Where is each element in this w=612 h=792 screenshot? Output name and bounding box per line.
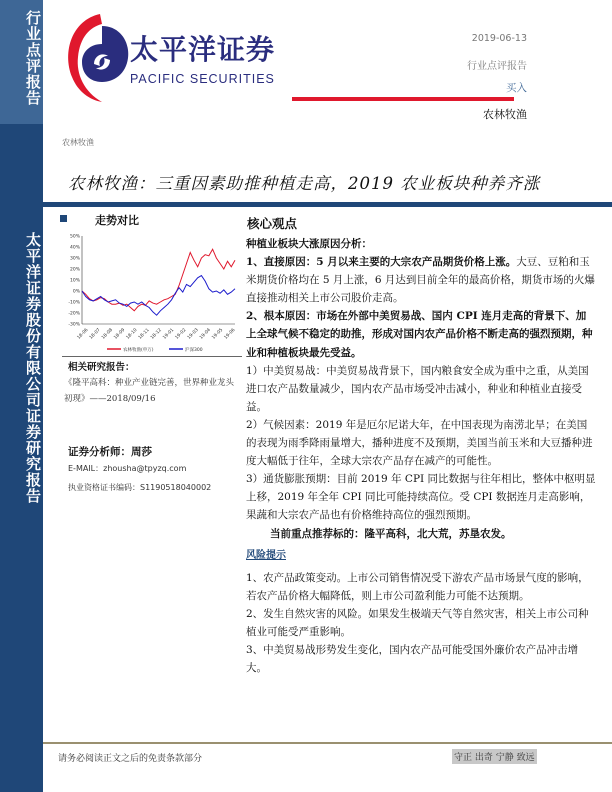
y-tick-label: 40% [69, 245, 80, 251]
x-tick-label: 18-07 [88, 327, 102, 341]
y-tick-label: -30% [68, 322, 80, 328]
y-tick-label: 10% [69, 278, 80, 284]
x-tick-label: 19-04 [199, 327, 212, 341]
paragraph-inflation: 3）通货膨胀预期：目前 2019 年 CPI 同比数据与往年相比，整体中枢明显上移，2019 年全年 CPI 同比可能持续高位。受 CPI 数据连月走高影响，果蔬和大宗农产品也有价格维持高位的强烈预期。 [246, 473, 596, 522]
y-tick-label: 20% [69, 267, 80, 273]
direct-cause-text: 大豆、豆粕和玉米期货价格均在 5 月上涨，6 月达到目前全年的最高价格，期货市场的火爆直接推动相关上市公司股价走高。 [246, 256, 595, 305]
related-heading: 相关研究报告： [68, 362, 135, 373]
logo-text-cn: 太平洋证券 [130, 33, 276, 66]
risk-item-3: 3、中美贸易战形势发生变化，国内农产品可能受国外廉价农产品冲击增大。 [246, 644, 579, 675]
paragraph-direct-cause [246, 253, 596, 307]
footer-disclaimer: 请务必阅读正文之后的免责条款部分 [58, 754, 203, 764]
analyst-heading: 证券分析师：周莎 [68, 446, 152, 458]
x-tick-label: 19-02 [174, 327, 188, 341]
report-type: 行业点评报告 [467, 61, 527, 72]
breadcrumb: 农林牧渔 [62, 138, 94, 147]
direct-cause-lead: 1、直接原因：5 月以来主要的大宗农产品期货价格上涨。 [246, 256, 517, 269]
paragraph-root-cause: 2、根本原因：市场在外部中美贸易战、国内 CPI 连月走高的背景下、加上全球气候不稳定的助推，形成对国内农产品价格不断走高的强烈预期，种业和种植板块最先受益。 [246, 310, 593, 359]
chart-heading: 走势对比 [95, 214, 139, 227]
analyst-email[interactable]: E-MAIL：zhousha@tpyzq.com [68, 464, 187, 473]
logo-text-en: PACIFIC SECURITIES [130, 72, 275, 86]
footer-motto: 守正 出奇 宁静 致远 [452, 749, 537, 764]
x-tick-label: 18-10 [125, 327, 139, 341]
core-view-heading: 核心观点 [247, 216, 298, 231]
x-tick-label: 19-03 [186, 327, 200, 341]
paragraph-climate: 2）气候因素：2019 年是厄尔尼诺大年，在中国表现为南涝北旱；在美国的表现为雨季降雨量增大，播种进度不及预期，美国当前玉米和大豆播种进度大幅低于往年，全球大宗农产品存在减产的可能性。 [246, 418, 593, 468]
bullet-square-icon [60, 215, 67, 222]
y-tick-label: -10% [68, 300, 80, 306]
analysis-subheading: 种植业板块大涨原因分析： [246, 238, 372, 250]
legend-label: 沪深300 [185, 348, 203, 353]
x-tick-label: 18-09 [113, 327, 127, 341]
footer-divider [43, 742, 612, 744]
risk-item-1: 1、农产品政策变动。上市公司销售情况受下游农产品市场景气度的影响，若农产品价格大幅降低，则上市公司盈利能力可能不达预期。 [246, 571, 589, 602]
y-tick-label: -20% [68, 311, 80, 317]
industry: 农林牧渔 [483, 108, 527, 121]
sidebar-report-type: 行业点评报告 [24, 10, 42, 106]
core-view-body [246, 235, 596, 677]
risk-heading: 风险提示 [246, 549, 286, 561]
left-divider [62, 356, 242, 357]
recommended-stocks: 当前重点推荐标的：隆平高科，北大荒，苏垦农发。 [270, 527, 512, 540]
header-divider [292, 97, 514, 101]
x-tick-label: 18-06 [76, 327, 90, 341]
legend-label: 农林牧渔(申万) [123, 348, 154, 353]
series-line-agri [82, 249, 235, 311]
y-tick-label: 0% [72, 289, 80, 295]
trend-chart [55, 228, 240, 355]
paragraph-trade-war: 1）中美贸易战：中美贸易战背景下，国内粮食安全成为重中之重，从美国进口农产品数量减少，国内农产品市场受冲击减小，种业和种植业直接受益。 [246, 364, 589, 413]
x-tick-label: 18-11 [137, 327, 151, 341]
series-line-hs300 [82, 276, 235, 316]
x-tick-label: 18-08 [101, 327, 114, 341]
title-bar [43, 202, 612, 207]
risk-item-2: 2、发生自然灾害的风险。如果发生极端天气等自然灾害，相关上市公司种植业可能受严重影响。 [246, 607, 589, 638]
page-title: 农林牧渔：三重因素助推种植走高，2019 农业板块种养齐涨 [68, 174, 541, 193]
y-tick-label: 50% [69, 234, 80, 240]
x-tick-label: 19-06 [223, 327, 237, 341]
report-date: 2019-06-13 [471, 33, 527, 44]
y-tick-label: 30% [69, 256, 80, 262]
related-report-link[interactable]: 《隆平高科：种业产业链完善，世界种业龙头初现》——2018/09/16 [64, 378, 235, 404]
analyst-cert: 执业资格证书编码：S1190518040002 [68, 483, 212, 492]
rating: 买入 [506, 82, 527, 94]
x-tick-label: 18-12 [150, 327, 163, 341]
x-tick-label: 19-01 [162, 327, 176, 341]
sidebar-company: 太平洋证券股份有限公司证券研究报告 [24, 232, 42, 504]
pacific-logo-icon [62, 12, 132, 102]
x-tick-label: 19-05 [211, 327, 225, 341]
